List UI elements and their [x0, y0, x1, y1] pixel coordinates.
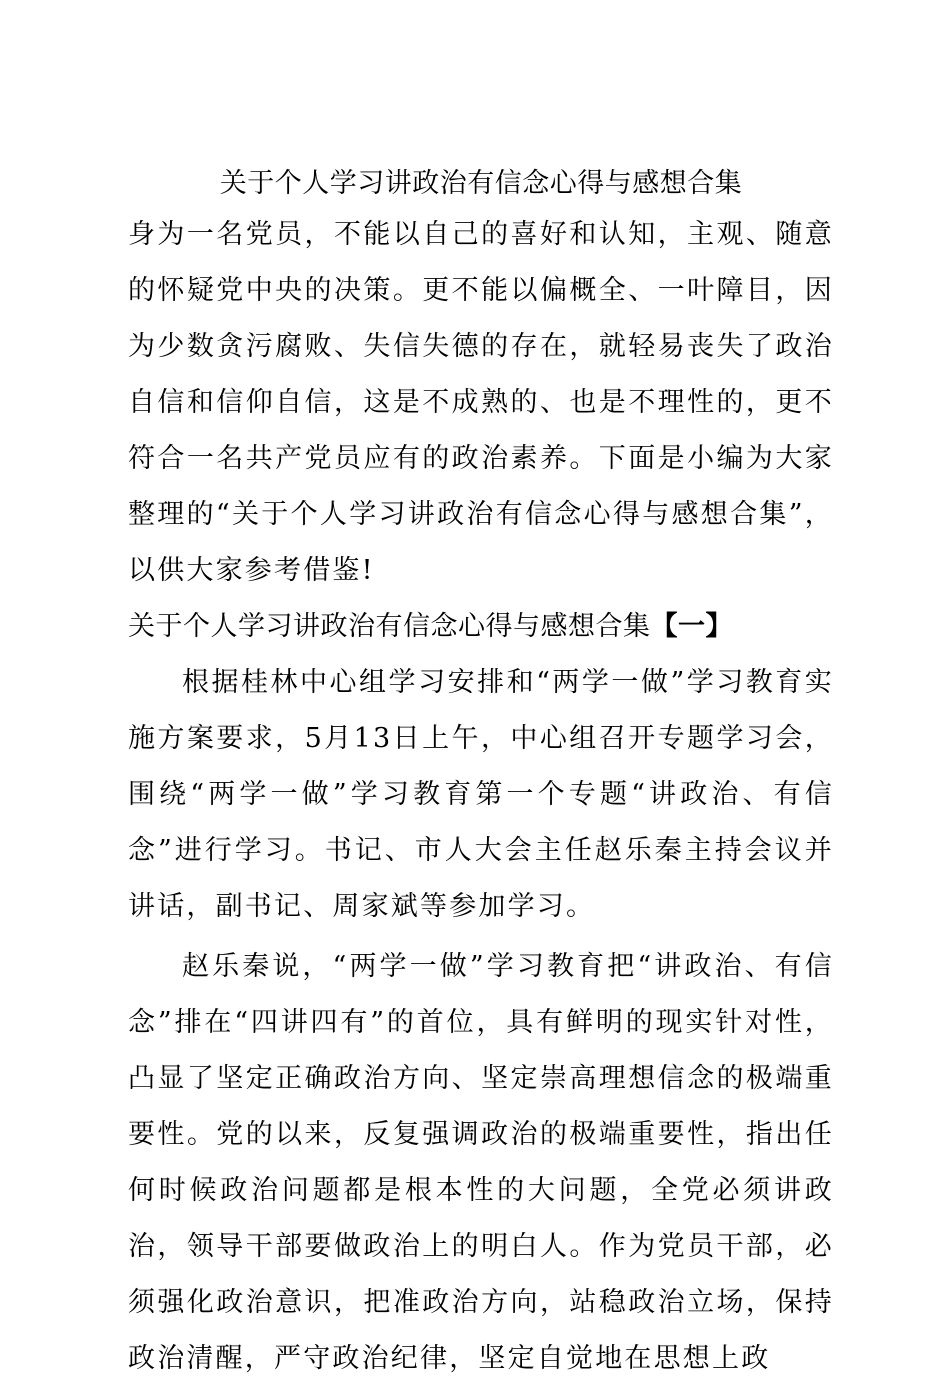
body-paragraph-1: 根据桂林中心组学习安排和“两学一做”学习教育实施方案要求，5月13日上午，中心组召开专题学习会，围绕“两学一做”学习教育第一个专题“讲政治、有信念”进行学习。书记、市人大会主任赵乐秦主持会议并讲话，副书记、周家斌等参加学习。 — [128, 667, 834, 922]
section-heading — [128, 599, 834, 655]
section-number: 【一】 — [650, 611, 733, 642]
section-heading-text: 关于个人学习讲政治有信念心得与感想合集 — [128, 611, 651, 642]
document-body — [128, 161, 834, 1387]
intro-paragraph: 身为一名党员，不能以自己的喜好和认知，主观、随意的怀疑党中央的决策。更不能以偏概全、一叶障目，因为少数贪污腐败、失信失德的存在，就轻易丧失了政治自信和信仰自信，这是不成熟的、也是不理性的，更不符合一名共产党员应有的政治素养。下面是小编为大家整理的“关于个人学习讲政治有信念心得与感想合集”，以供大家参考借鉴! — [128, 219, 834, 586]
document-title: 关于个人学习讲政治有信念心得与感想合集 — [219, 168, 743, 199]
body-paragraph-2: 赵乐秦说，“两学一做”学习教育把“讲政治、有信念”排在“四讲四有”的首位，具有鲜明的现实针对性，凸显了坚定正确政治方向、坚定崇高理想信念的极端重要性。党的以来，反复强调政治的极端重要性，指出任何时候政治问题都是根本性的大问题，全党必须讲政治，领导干部要做政治上的明白人。作为党员干部，必须强化政治意识，把准政治方向，站稳政治立场，保持政治清醒，严守政治纪律，坚定自觉地在思想上政 — [128, 951, 834, 1374]
